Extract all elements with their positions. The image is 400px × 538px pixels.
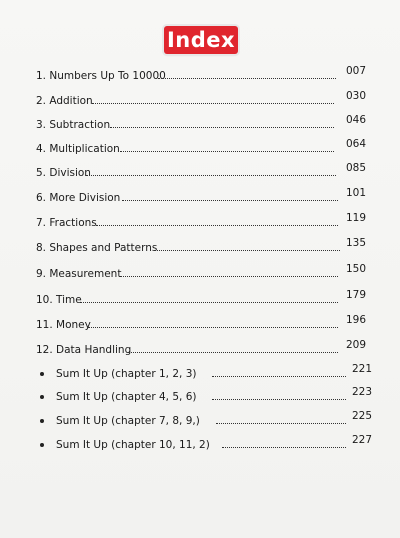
toc-sub-entry-page: 223 [351, 386, 372, 398]
toc-entry-title: 7. Fractions [36, 217, 97, 229]
dot-leader [80, 302, 338, 303]
toc-entry-page: 046 [345, 114, 366, 126]
toc-entry-title: 6. More Division [36, 192, 121, 204]
bullet-icon [40, 395, 44, 399]
toc-entry-title: 5. Division [36, 167, 91, 179]
toc-sub-entry-title: Sum It Up (chapter 1, 2, 3) [56, 368, 197, 380]
toc-entry-page: 101 [345, 187, 366, 199]
toc-entry [36, 90, 366, 109]
toc-entry-page: 135 [345, 237, 366, 249]
dot-leader [88, 327, 338, 328]
toc-entry [36, 237, 366, 256]
toc-entry-page: 150 [345, 263, 366, 275]
toc-entry-page: 030 [345, 90, 366, 102]
toc-entry [36, 138, 366, 157]
toc-entry-page: 209 [345, 339, 366, 351]
toc-entry [36, 187, 366, 206]
toc-entry [36, 212, 366, 231]
toc-entry-page: 007 [345, 65, 366, 77]
toc-entry-page: 179 [345, 289, 366, 301]
toc-entry-page: 085 [345, 162, 366, 174]
toc-sub-entry-page: 227 [351, 434, 372, 446]
dot-leader [212, 376, 346, 377]
toc-entry-page: 064 [345, 138, 366, 150]
bullet-icon [40, 372, 44, 376]
toc-entry-title: 9. Measurement [36, 268, 122, 280]
toc-entry-page: 119 [345, 212, 366, 224]
toc-sub-entry-page: 221 [351, 363, 372, 375]
toc-entry [36, 114, 366, 133]
toc-sub-entry [40, 434, 372, 453]
toc-sub-entry [40, 410, 372, 429]
toc-sub-entry-page: 225 [351, 410, 372, 422]
dot-leader [212, 399, 346, 400]
toc-sub-entry-title: Sum It Up (chapter 7, 8, 9,) [56, 415, 200, 427]
toc-entry-page: 196 [345, 314, 366, 326]
toc-entry [36, 289, 366, 308]
toc-entry-title: 3. Subtraction [36, 119, 111, 131]
toc-entry [36, 314, 366, 333]
dot-leader [158, 78, 336, 79]
toc-entry-title: 4. Multiplication [36, 143, 120, 155]
toc-sub-entry-title: Sum It Up (chapter 10, 11, 2) [56, 439, 210, 451]
toc-sub-entry [40, 363, 372, 382]
toc-sub-entry-title: Sum It Up (chapter 4, 5, 6) [56, 391, 197, 403]
toc-entry [36, 65, 366, 84]
bullet-icon [40, 419, 44, 423]
toc-entry [36, 162, 366, 181]
dot-leader [110, 127, 334, 128]
dot-leader [122, 200, 338, 201]
toc-entry [36, 263, 366, 282]
toc-entry [36, 339, 366, 358]
toc-entry-title: 2. Addition [36, 95, 93, 107]
toc-entry-title: 10. Time [36, 294, 82, 306]
dot-leader [86, 175, 336, 176]
dot-leader [120, 151, 334, 152]
dot-leader [216, 423, 346, 424]
toc-entry-title: 8. Shapes and Patterns [36, 242, 158, 254]
toc-entry-title: 11. Money [36, 319, 91, 331]
dot-leader [92, 103, 334, 104]
dot-leader [128, 352, 338, 353]
toc-entry-title: 12. Data Handling [36, 344, 132, 356]
bullet-icon [40, 443, 44, 447]
dot-leader [222, 447, 346, 448]
dot-leader [96, 225, 338, 226]
index-title-badge: Index [164, 26, 238, 54]
toc-sub-entry [40, 386, 372, 405]
dot-leader [120, 276, 338, 277]
toc-entry-title: 1. Numbers Up To 10000 [36, 70, 166, 82]
dot-leader [154, 250, 340, 251]
